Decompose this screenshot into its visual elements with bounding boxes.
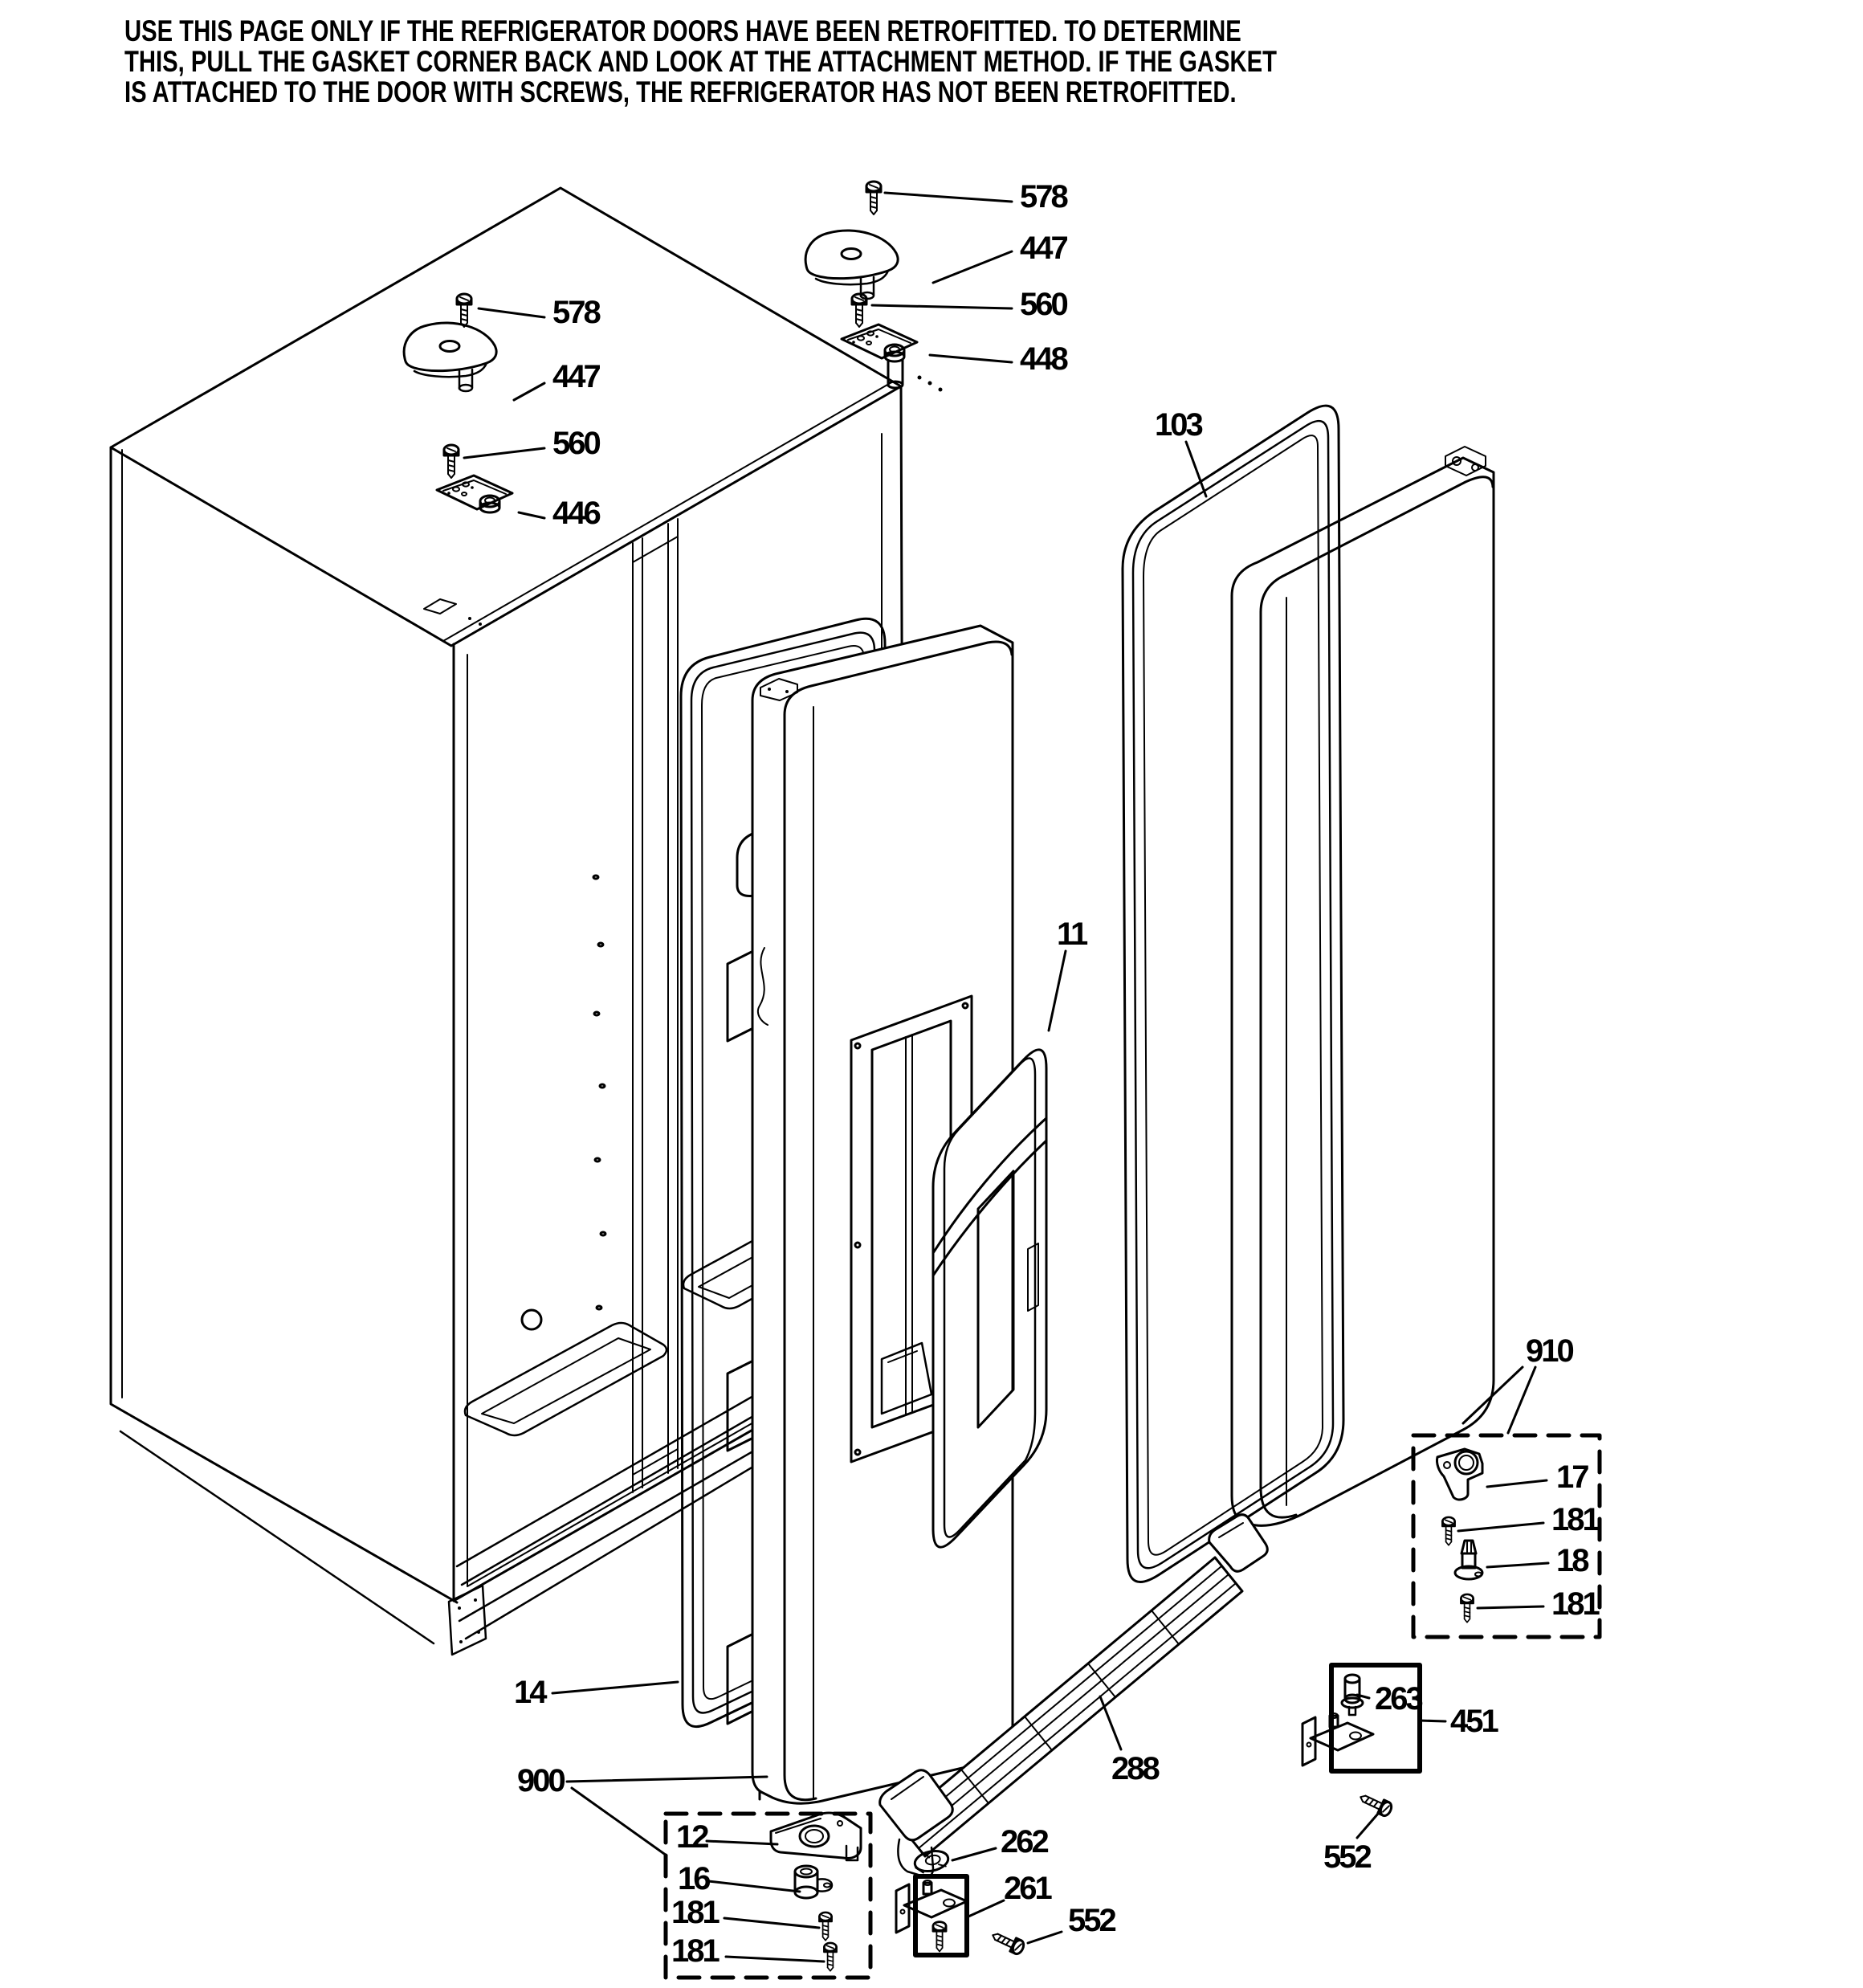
part-bushing-16 [795, 1866, 832, 1898]
part-screw-261 [933, 1922, 946, 1952]
part-screw-552-right [1357, 1790, 1393, 1818]
part-bracket-17 [1437, 1449, 1482, 1500]
callout-552-right: 552 [1323, 1839, 1370, 1875]
part-hinge-bracket-451 [1302, 1713, 1373, 1766]
callout-top-right-448: 448 [1020, 341, 1066, 377]
callout-181-left-upper: 181 [671, 1895, 718, 1930]
callout-262: 262 [1001, 1824, 1047, 1859]
part-screw-181-left-upper [819, 1912, 831, 1941]
part-screw-552-bottom [989, 1929, 1025, 1956]
callout-17: 17 [1556, 1459, 1588, 1495]
part-hinge-cover-12 [771, 1813, 861, 1860]
callout-top-left-447: 447 [552, 359, 599, 394]
callout-261: 261 [1004, 1871, 1050, 1906]
part-screw-578-right [866, 182, 881, 214]
callout-top-right-578: 578 [1020, 179, 1066, 214]
callout-181-right-lower: 181 [1551, 1586, 1598, 1622]
part-fresh-food-door [1232, 447, 1494, 1525]
callout-18: 18 [1556, 1543, 1588, 1578]
callout-top-right-560: 560 [1020, 287, 1066, 322]
part-screw-181-right-upper [1442, 1517, 1454, 1545]
callout-top-right-447: 447 [1020, 231, 1066, 266]
callout-103: 103 [1155, 407, 1201, 443]
callout-552-bottom: 552 [1068, 1903, 1115, 1938]
callout-910: 910 [1526, 1333, 1572, 1369]
callout-14: 14 [514, 1675, 545, 1710]
callout-181-right-upper: 181 [1551, 1502, 1598, 1537]
callout-451: 451 [1450, 1704, 1497, 1739]
part-screw-181-right-lower [1461, 1594, 1473, 1623]
callout-288: 288 [1111, 1751, 1158, 1786]
callout-12: 12 [676, 1819, 707, 1855]
part-screw-181-left-lower [824, 1943, 836, 1971]
part-hinge-bracket-261 [896, 1880, 967, 1933]
part-washer-262 [913, 1848, 950, 1874]
callout-top-left-446: 446 [552, 496, 599, 531]
callout-top-left-560: 560 [552, 426, 599, 461]
warning-line-1: USE THIS PAGE ONLY IF THE REFRIGERATOR DOORS HAVE BEEN RETROFITTED. TO DETERMINE [124, 14, 1241, 47]
callout-263: 263 [1375, 1681, 1421, 1717]
callout-top-left-578: 578 [552, 295, 599, 330]
warning-line-3: IS ATTACHED TO THE DOOR WITH SCREWS, THE REFRIGERATOR HAS NOT BEEN RETROFITTED. [124, 76, 1237, 108]
callout-11: 11 [1057, 916, 1086, 952]
callout-900: 900 [517, 1763, 564, 1798]
part-pin-18 [1455, 1541, 1482, 1579]
callout-181-left-lower: 181 [671, 1933, 718, 1969]
callout-16: 16 [678, 1861, 709, 1896]
part-hinge-cover-447-right [805, 231, 898, 299]
warning-line-2: THIS, PULL THE GASKET CORNER BACK AND LOOK AT THE ATTACHMENT METHOD. IF THE GASKET [124, 45, 1277, 78]
